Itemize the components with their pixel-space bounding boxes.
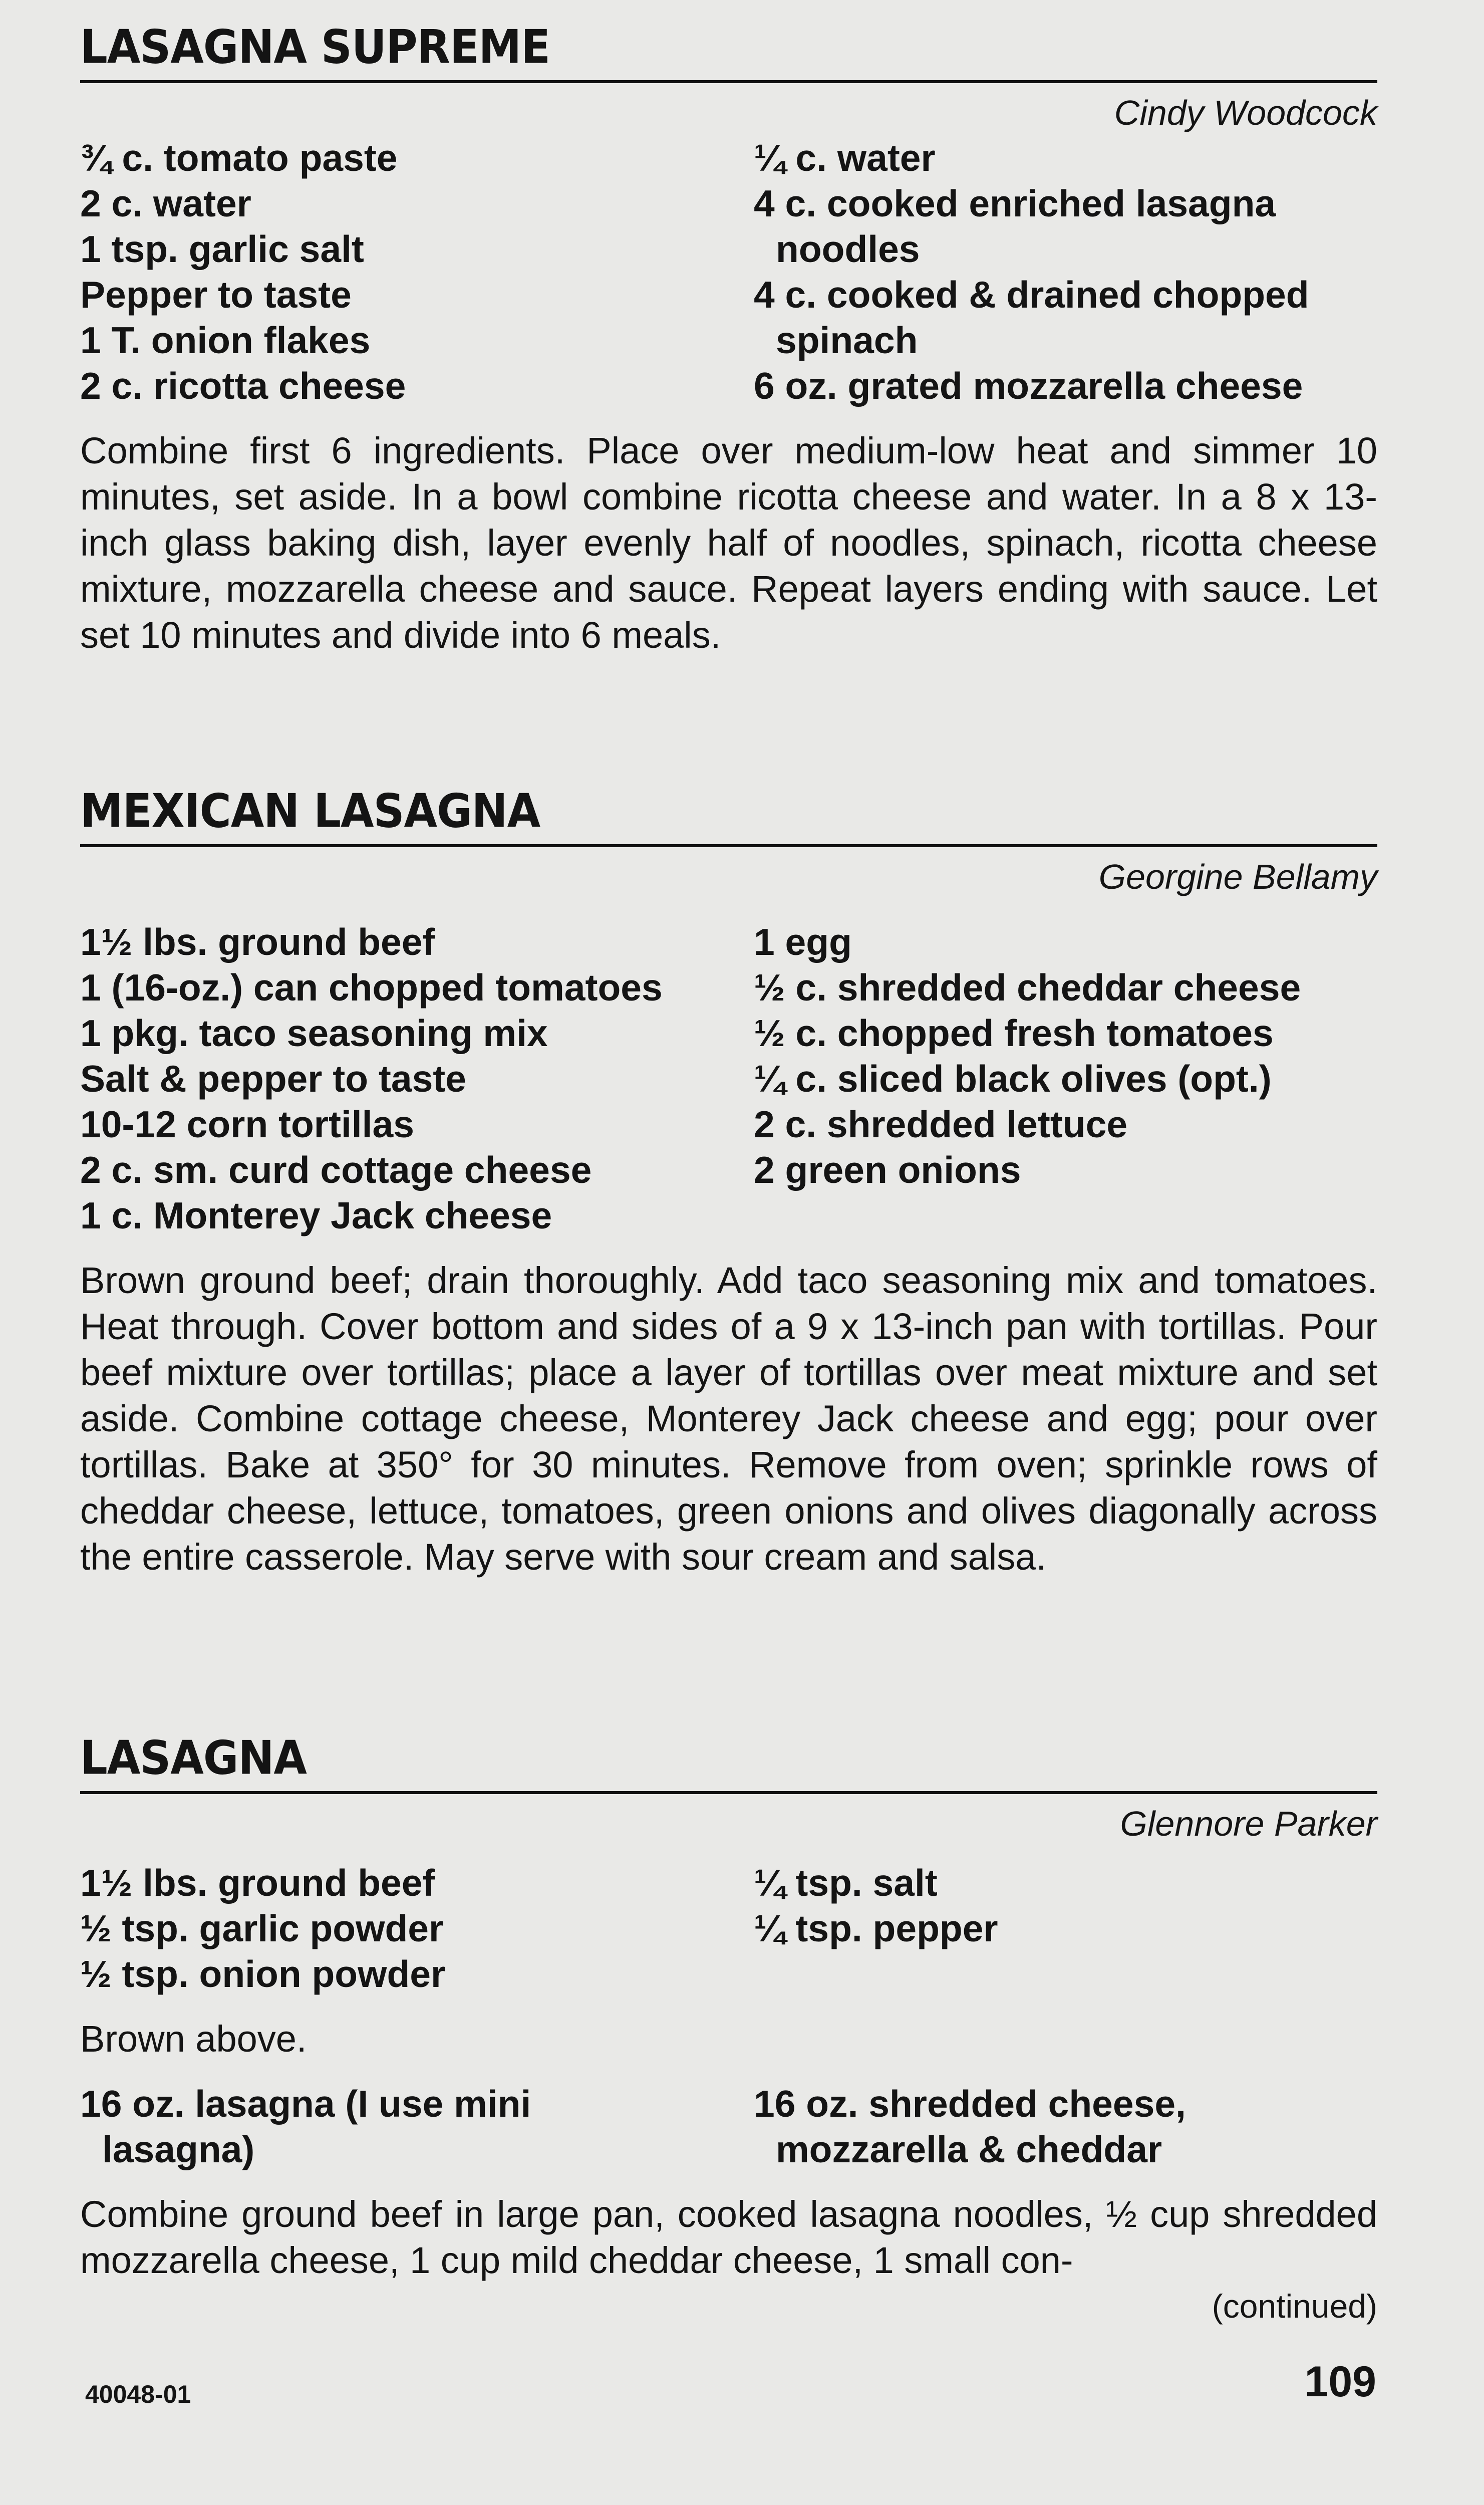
continued-note: (continued): [1212, 2288, 1377, 2325]
ingredient-list: [80, 135, 1377, 409]
ingredient-item: 2 c. shredded lettuce: [754, 1103, 1128, 1145]
recipe-author: Georgine Bellamy: [1098, 857, 1377, 896]
ingredient-column-left: [80, 2081, 754, 2172]
ingredient-column-right: [754, 919, 1377, 1238]
ingredient-item: ½ tsp. onion powder: [80, 1953, 446, 1995]
ingredient-item: 16 oz. lasagna (I use mini: [80, 2083, 531, 2125]
ingredient-item: 1 T. onion flakes: [80, 319, 371, 361]
title-rule: [80, 1791, 1377, 1794]
ingredient-item: 1 c. Monterey Jack cheese: [80, 1194, 552, 1236]
ingredient-item: ¼ c. water: [754, 137, 936, 179]
recipe-header: [80, 20, 1377, 85]
ingredient-item: Pepper to taste: [80, 274, 352, 316]
ingredient-item: 2 c. ricotta cheese: [80, 365, 406, 407]
ingredient-list-secondary: [80, 2081, 1377, 2172]
recipe-title: LASAGNA SUPREME: [80, 20, 550, 74]
ingredient-item: ½ c. shredded cheddar cheese: [754, 966, 1301, 1009]
ingredient-item: ¼ tsp. salt: [754, 1862, 938, 1904]
ingredient-item: ½ tsp. garlic powder: [80, 1907, 444, 1949]
title-rule: [80, 844, 1377, 847]
ingredient-column-left: [80, 919, 754, 1238]
recipe-header: [80, 784, 1377, 849]
ingredient-item: 1 pkg. taco seasoning mix: [80, 1012, 548, 1054]
recipe-directions: Combine first 6 ingredients. Place over medium-low heat and simmer 10 minutes, set aside. In a bowl combine ricotta cheese and water. In a 8 x 13-inch glass baking dish, layer evenly half of noodles, spinach, ricotta cheese mixture, mozzarella cheese and sauce. Repeat layers ending with sauce. Let set 10 minutes and divide into 6 meals.: [80, 430, 1377, 656]
ingredient-item: 2 c. sm. curd cottage cheese: [80, 1149, 592, 1191]
recipe-lasagna: [80, 1731, 1377, 2329]
ingredient-item: 1½ lbs. ground beef: [80, 1862, 435, 1904]
recipe-author: Glennore Parker: [1120, 1804, 1377, 1843]
recipe-directions: Brown ground beef; drain thoroughly. Add taco seasoning mix and tomatoes. Heat through. Cover bottom and sides of a 9 x 13-inch pan with tortillas. Pour beef mixture over tortillas; place a layer of tortillas over meat mixture and set aside. Combine cottage cheese, Monterey Jack cheese and egg; pour over tortillas. Bake at 350° for 30 minutes. Remove from oven; sprinkle rows of cheddar cheese, lettuce, tomatoes, green onions and olives diagonally across the entire casserole. May serve with sour cream and salsa.: [80, 1260, 1377, 1578]
ingredient-item-continuation: mozzarella & cheddar: [776, 2128, 1162, 2170]
recipe-title: LASAGNA: [80, 1731, 307, 1785]
ingredient-item: 2 green onions: [754, 1149, 1021, 1191]
ingredient-item: ¼ tsp. pepper: [754, 1907, 998, 1949]
ingredient-item: ¾ c. tomato paste: [80, 137, 398, 179]
recipe-lasagna-supreme: [80, 20, 1377, 695]
ingredient-item-continuation: lasagna): [102, 2128, 255, 2170]
ingredient-item: 6 oz. grated mozzarella cheese: [754, 365, 1303, 407]
ingredient-list: [80, 1860, 1377, 1997]
ingredient-item: 2 c. water: [80, 182, 251, 224]
ingredient-column-right: [754, 135, 1377, 409]
title-rule: [80, 80, 1377, 83]
ingredient-item: 1 egg: [754, 921, 852, 963]
recipe-title: MEXICAN LASAGNA: [80, 784, 540, 838]
ingredient-item: 1½ lbs. ground beef: [80, 921, 435, 963]
ingredient-item: ¼ c. sliced black olives (opt.): [754, 1058, 1272, 1100]
ingredient-column-right: [754, 1860, 1377, 1997]
ingredient-list: [80, 919, 1377, 1238]
ingredient-item: ½ c. chopped fresh tomatoes: [754, 1012, 1274, 1054]
ingredient-column-left: [80, 135, 754, 409]
ingredient-item-continuation: spinach: [776, 319, 918, 361]
ingredient-item: 1 tsp. garlic salt: [80, 228, 364, 270]
ingredient-item: 1 (16-oz.) can chopped tomatoes: [80, 966, 663, 1009]
ingredient-item: Salt & pepper to taste: [80, 1058, 466, 1100]
recipe-mexican-lasagna: [80, 784, 1377, 1617]
ingredient-item: 4 c. cooked & drained chopped: [754, 274, 1309, 316]
recipe-header: [80, 1731, 1377, 1796]
ingredient-column-right: [754, 2081, 1377, 2172]
recipe-author: Cindy Woodcock: [1114, 93, 1377, 132]
ingredient-item: 4 c. cooked enriched lasagna: [754, 182, 1276, 224]
ingredient-item: 10-12 corn tortillas: [80, 1103, 414, 1145]
recipe-step: Brown above.: [80, 2018, 307, 2060]
page-number: 109: [1304, 2358, 1376, 2406]
recipe-directions: Combine ground beef in large pan, cooked lasagna noodles, ½ cup shredded mozzarella cheese, 1 cup mild cheddar cheese, 1 small con-: [80, 2193, 1377, 2281]
ingredient-column-left: [80, 1860, 754, 1997]
ingredient-item: 16 oz. shredded cheese,: [754, 2083, 1186, 2125]
footer-code: 40048-01: [85, 2380, 191, 2408]
ingredient-item-continuation: noodles: [776, 228, 920, 270]
